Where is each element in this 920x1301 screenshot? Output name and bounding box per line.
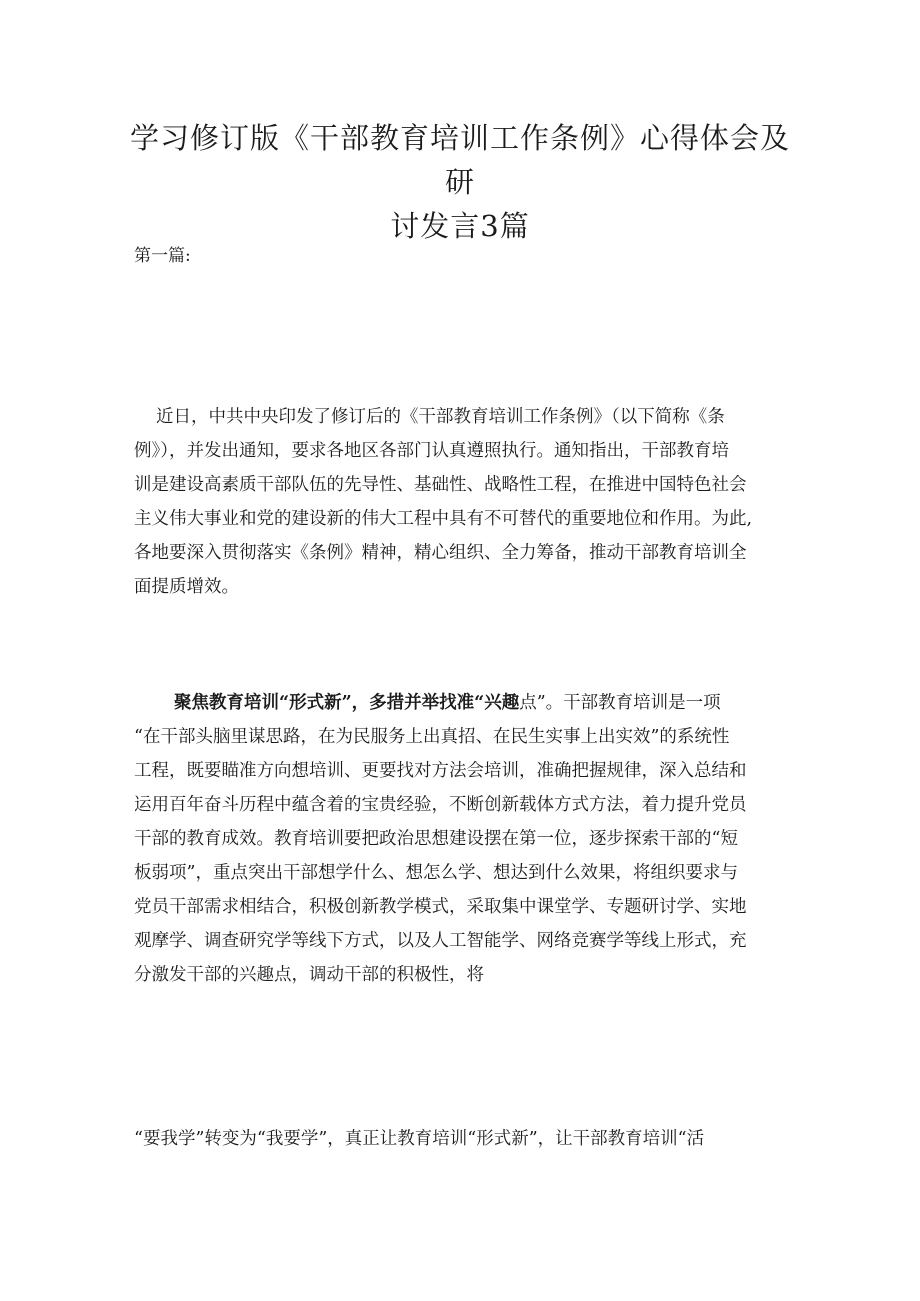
- paragraph-line: 近日，中共中央印发了修订后的《干部教育培训工作条例》（以下简称《条: [156, 407, 725, 427]
- paragraph-heading: 聚焦教育培训“形式新”，多措并举找准“兴趣: [174, 693, 520, 713]
- paragraph-line: 党员干部需求相结合，积极创新教学模式，采取集中课堂学、专题研讨学、实地: [134, 897, 747, 917]
- section-label: 第一篇:: [134, 246, 191, 266]
- title-line-1: 学习修订版《干部教育培训工作条例》心得体会及研: [129, 121, 790, 199]
- paragraph-2: [134, 686, 786, 992]
- paragraph-1: [134, 400, 786, 604]
- paragraph-line: 观摩学、调查研究学等线下方式，以及人工智能学、网络竞赛学等线上形式，充: [134, 931, 747, 951]
- paragraph-line: 分激发干部的兴趣点，调动干部的积极性，将: [134, 965, 484, 985]
- document-title: [120, 116, 800, 248]
- paragraph-line: 各地要深入贯彻落实《条例》精神，精心组织、全力筹备，推动干部教育培训全: [134, 543, 747, 563]
- title-line-2: 讨发言3篇: [390, 209, 530, 243]
- paragraph-line: 面提质增效。: [134, 577, 239, 597]
- paragraph-line: 板弱项”，重点突出干部想学什么、想怎么学、想达到什么效果，将组织要求与: [134, 863, 738, 883]
- paragraph-line: 训是建设高素质干部队伍的先导性、基础性、战略性工程，在推进中国特色社会: [134, 475, 747, 495]
- paragraph-line: 干部的教育成效。教育培训要把政治思想建设摆在第一位，逐步探索干部的“短: [134, 829, 738, 849]
- paragraph-line: 运用百年奋斗历程中蕴含着的宝贵经验，不断创新载体方式方法，着力提升党员: [134, 795, 747, 815]
- paragraph-heading-tail: 点”。: [519, 693, 564, 713]
- paragraph-line: “在干部头脑里谋思路，在为民服务上出真招、在民生实事上出实效”的系统性: [134, 727, 730, 747]
- paragraph-first-line: [134, 686, 786, 720]
- paragraph-3: [134, 1122, 786, 1156]
- paragraph-first-line-rest: 干部教育培训是一项: [563, 693, 721, 713]
- paragraph-line: 主义伟大事业和党的建设新的伟大工程中具有不可替代的重要地位和作用。为此,: [134, 509, 753, 529]
- paragraph-line: 工程，既要瞄准方向想培训、更要找对方法会培训，准确把握规律，深入总结和: [134, 761, 747, 781]
- paragraph-line: 例》），并发出通知，要求各地区各部门认真遵照执行。通知指出，干部教育培: [134, 441, 729, 461]
- paragraph-line: “要我学”转变为“我要学”，真正让教育培训“形式新”，让干部教育培训“活: [134, 1129, 705, 1149]
